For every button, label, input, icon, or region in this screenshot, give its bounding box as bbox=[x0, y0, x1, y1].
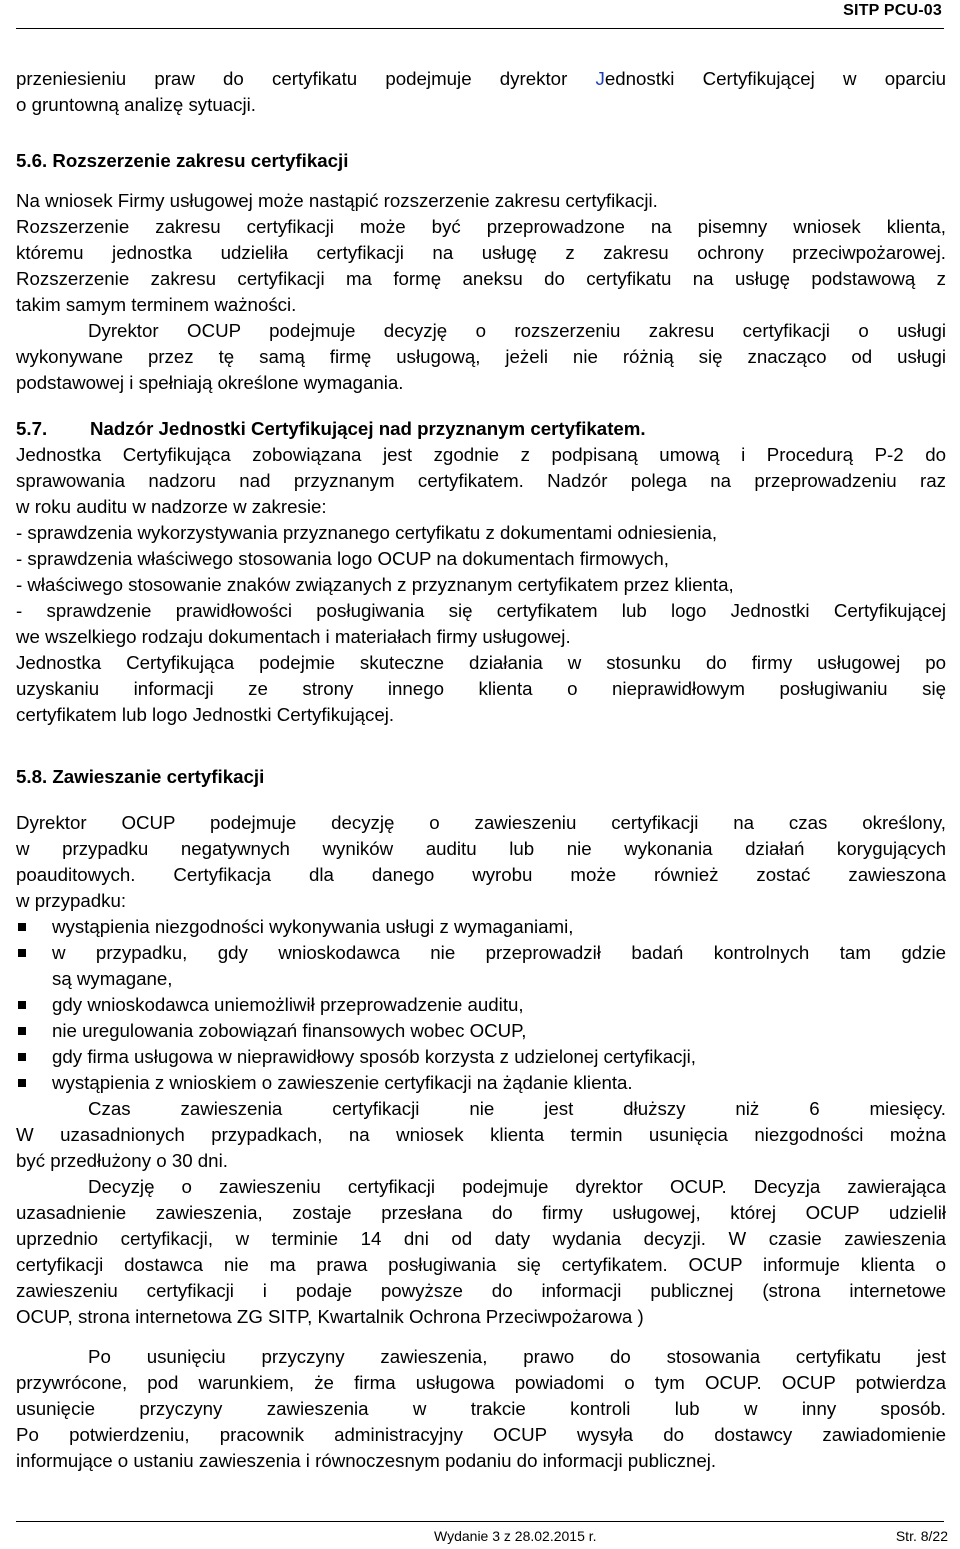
section-5-7-heading: 5.7. Nadzór Jednostki Certyfikującej nad przyznanym certyfikatem. bbox=[16, 416, 946, 442]
list-item: wystąpienia niezgodności wykonywania usługi z wymaganiami, bbox=[16, 914, 946, 940]
paragraph-line: Decyzję o zawieszeniu certyfikacji podejmuje dyrektor OCUP. Decyzja zawierająca bbox=[88, 1176, 946, 1197]
paragraph-line: informujące o ustaniu zawieszenia i równoczesnym podaniu do informacji publicznej. bbox=[16, 1450, 717, 1471]
paragraph-line: poauditowych. Certyfikacja dla danego wyrobu może również zostać zawieszona bbox=[16, 864, 946, 885]
page-number: Str. 8/22 bbox=[895, 1528, 948, 1544]
paragraph-line: Dyrektor OCUP podejmuje decyzję o zawieszeniu certyfikacji na czas określony, bbox=[16, 812, 946, 833]
paragraph-line: być przedłużony o 30 dni. bbox=[16, 1150, 228, 1171]
paragraph-line: Po usunięciu przyczyny zawieszenia, prawo do stosowania certyfikatu jest bbox=[88, 1346, 946, 1367]
intro-line-2: o gruntowną analizę sytuacji. bbox=[16, 94, 256, 115]
intro-line-1: przeniesieniu praw do certyfikatu podejmuje dyrektor Jednostki Certyfikującej w oparciu bbox=[16, 68, 946, 89]
list-item: - właściwego stosowanie znaków związanych z przyznanym certyfikatem przez klienta, bbox=[16, 574, 734, 595]
paragraph-line: podstawowej i spełniają określone wymagania. bbox=[16, 372, 404, 393]
bullet-square-icon bbox=[18, 949, 26, 957]
list-item: gdy firma usługowa w nieprawidłowy sposób korzysta z udzielonej certyfikacji, bbox=[16, 1044, 946, 1070]
list-item: wystąpienia z wnioskiem o zawieszenie certyfikacji na żądanie klienta. bbox=[16, 1070, 946, 1096]
paragraph-line: w przypadku: bbox=[16, 890, 127, 911]
list-item: nie uregulowania zobowiązań finansowych wobec OCUP, bbox=[16, 1018, 946, 1044]
paragraph-line: któremu jednostka udzieliła certyfikacji na usługę z zakresu ochrony przeciwpożarowej. bbox=[16, 242, 946, 263]
list-item: - sprawdzenia wykorzystywania przyznanego certyfikatu z dokumentami odniesienia, bbox=[16, 522, 718, 543]
paragraph-line: Na wniosek Firmy usługowej może nastąpić rozszerzenie zakresu certyfikacji. bbox=[16, 190, 658, 211]
paragraph-line: uprzednio certyfikacji, w terminie 14 dni od daty wydania decyzji. W czasie zawieszenia bbox=[16, 1228, 946, 1249]
paragraph-line: Jednostka Certyfikująca podejmie skuteczne działania w stosunku do firmy usługowej po bbox=[16, 652, 946, 673]
paragraph-line: w przypadku negatywnych wyników auditu lub nie wykonania działań korygujących bbox=[16, 838, 946, 859]
bullet-square-icon bbox=[18, 1053, 26, 1061]
document-body bbox=[16, 66, 946, 1474]
paragraph-line: uzasadnienie zawieszenia, zostaje przesłana do firmy usługowej, której OCUP udzielił bbox=[16, 1202, 946, 1223]
section-number: 5.7. bbox=[16, 418, 48, 439]
section-5-6-heading: 5.6. Rozszerzenie zakresu certyfikacji bbox=[16, 150, 349, 171]
paragraph-line: przywrócone, pod warunkiem, że firma usługowa powiadomi o tym OCUP. OCUP potwierdza bbox=[16, 1372, 946, 1393]
paragraph-line: we wszelkiego rodzaju dokumentach i materiałach firmy usługowej. bbox=[16, 626, 571, 647]
paragraph-line: Rozszerzenie zakresu certyfikacji ma formę aneksu do certyfikatu na usługę podstawową z bbox=[16, 268, 946, 289]
paragraph-line: uzyskaniu informacji ze strony innego klienta o nieprawidłowym posługiwaniu się bbox=[16, 678, 946, 699]
paragraph-line: takim samym terminem ważności. bbox=[16, 294, 297, 315]
section-5-8-heading: 5.8. Zawieszanie certyfikacji bbox=[16, 766, 265, 787]
bullet-square-icon bbox=[18, 1079, 26, 1087]
paragraph-line: W uzasadnionych przypadkach, na wniosek klienta termin usunięcia niezgodności można bbox=[16, 1124, 946, 1145]
paragraph-line: zawieszeniu certyfikacji i podaje powyższe do informacji publicznej (strona internetowe bbox=[16, 1280, 946, 1301]
paragraph-line: OCUP, strona internetowa ZG SITP, Kwartalnik Ochrona Przeciwpożarowa ) bbox=[16, 1306, 644, 1327]
paragraph-line: Dyrektor OCUP podejmuje decyzję o rozszerzeniu zakresu certyfikacji o usługi bbox=[88, 320, 946, 341]
paragraph-line: Rozszerzenie zakresu certyfikacji może być przeprowadzone na pisemny wniosek klienta, bbox=[16, 216, 946, 237]
list-item: gdy wnioskodawca uniemożliwił przeprowadzenie auditu, bbox=[16, 992, 946, 1018]
paragraph-line: Po potwierdzeniu, pracownik administracyjny OCUP wysyła do dostawcy zawiadomienie bbox=[16, 1424, 946, 1445]
list-item: - sprawdzenie prawidłowości posługiwania się certyfikatem lub logo Jednostki Certyfikującej bbox=[16, 600, 946, 621]
paragraph-line: Czas zawieszenia certyfikacji nie jest dłuższy niż 6 miesięcy. bbox=[88, 1098, 946, 1119]
document-code: SITP PCU-03 bbox=[843, 2, 942, 19]
paragraph-line: w roku auditu w nadzorze w zakresie: bbox=[16, 496, 327, 517]
paragraph-line: certyfikatem lub logo Jednostki Certyfikującej. bbox=[16, 704, 395, 725]
paragraph-line: usunięcie przyczyny zawieszenia w trakcie kontroli lub w inny sposób. bbox=[16, 1398, 946, 1419]
header-divider bbox=[16, 28, 944, 29]
paragraph-line: Jednostka Certyfikująca zobowiązana jest zgodnie z podpisaną umową i Procedurą P-2 do bbox=[16, 444, 946, 465]
bullet-square-icon bbox=[18, 1027, 26, 1035]
list-item: - sprawdzenia właściwego stosowania logo OCUP na dokumentach firmowych, bbox=[16, 548, 669, 569]
edition-info: Wydanie 3 z 28.02.2015 r. bbox=[434, 1528, 597, 1544]
bullet-square-icon bbox=[18, 1001, 26, 1009]
footer-divider bbox=[16, 1521, 944, 1522]
bullet-square-icon bbox=[18, 923, 26, 931]
paragraph-line: wykonywane przez tę samą firmę usługową, jeżeli nie różnią się znacząco od usługi bbox=[16, 346, 946, 367]
list-item: w przypadku, gdy wnioskodawca nie przeprowadził badań kontrolnych tam gdzie są wymagane, bbox=[16, 940, 946, 992]
paragraph-line: certyfikacji dostawca nie ma prawa posługiwania się certyfikatem. OCUP informuje klienta o bbox=[16, 1254, 946, 1275]
paragraph-line: sprawowania nadzoru nad przyznanym certyfikatem. Nadzór polega na przeprowadzeniu raz bbox=[16, 470, 946, 491]
